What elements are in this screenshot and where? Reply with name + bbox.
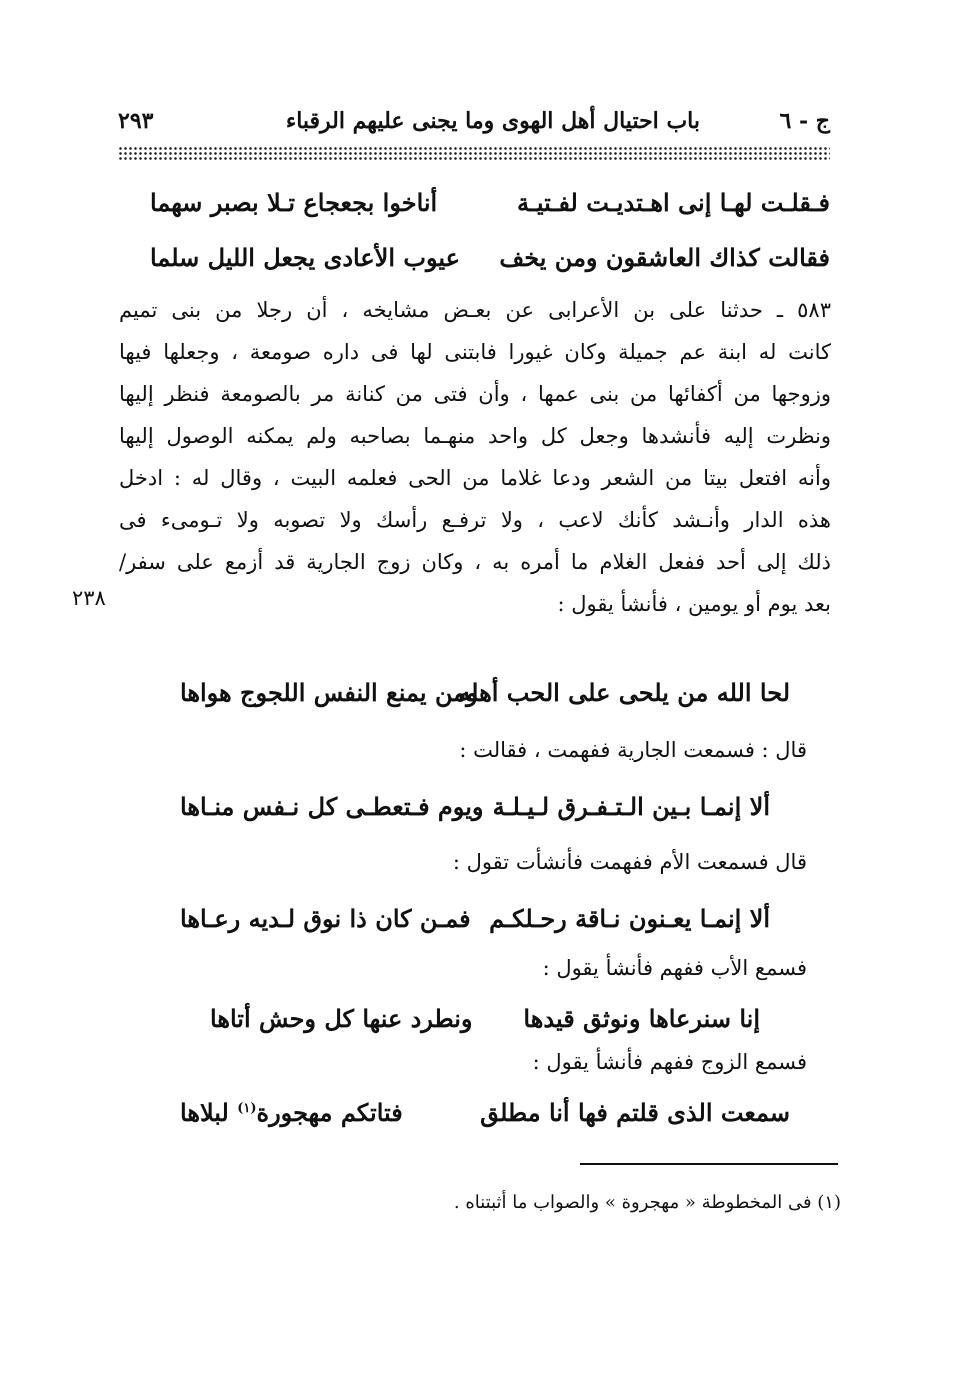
verse-hemistich-first: ألا إنمـا يعـنون نـاقة رحـلكـم	[489, 904, 770, 933]
verse-line	[120, 1004, 830, 1048]
paragraph-line: ونظرت إليه فأنشدها وجعل كل واحد منهـما بصاحبه ولم يمكنه الوصول إليها	[119, 424, 831, 448]
verse-line	[120, 1098, 830, 1142]
verse-line	[120, 904, 830, 948]
verse-hemistich-first: سمعت الذى قلتم فها أنا مطلق	[480, 1098, 790, 1127]
verse-hemistich-first: فـقلـت لهـا إنى اهـتديـت لفـتيـة	[516, 188, 830, 217]
verse-text: لبلاها	[180, 1098, 238, 1127]
prose-line: قال : فسمعت الجارية ففهمت ، فقالت :	[459, 738, 807, 762]
verse-hemistich-first: ألا إنمـا بـين الـتـفـرق لـيـلـة	[492, 792, 770, 821]
header-ornament-rule	[118, 146, 830, 160]
volume-label: ج - ٦	[779, 108, 830, 134]
verse-hemistich-second: ومن يمنع النفس اللجوج هواها	[180, 678, 478, 707]
verse-line	[120, 188, 830, 232]
paragraph-line: بعد يوم أو يومين ، فأنشأ يقول :	[557, 592, 831, 616]
footnote: (١) فى المخطوطة « مهجروة » والصواب ما أثبتناه .	[453, 1192, 841, 1213]
verse-hemistich-second	[180, 1098, 403, 1127]
verse-hemistich-second: عيوب الأعادى يجعل الليل سلما	[150, 243, 460, 272]
verse-hemistich-first: لحا الله من يلحى على الحب أهله	[458, 678, 790, 707]
prose-line: قال فسمعت الأم ففهمت فأنشأت تقول :	[452, 850, 807, 874]
verse-line	[120, 792, 830, 836]
footnote-separator	[580, 1163, 838, 1165]
paragraph-line: ذلك إلى أحد ففعل الغلام ما أمره به ، وكان زوج الجارية قد أزمع على سفر/	[119, 550, 831, 574]
manuscript-folio-number: ٢٣٨	[72, 586, 106, 610]
verse-hemistich-second: ويوم فـتعطـى كل نـفس منـاها	[180, 792, 484, 821]
running-header	[118, 108, 830, 144]
verse-hemistich-first: إنا سنرعاها ونوثق قيدها	[523, 1004, 760, 1033]
verse-line	[120, 678, 830, 722]
paragraph-line: ٥٨٣ ـ حدثنا على بن الأعرابى عن بعـض مشايخه ، أن رجلا من بنى تميم	[119, 298, 831, 322]
verse-hemistich-second: فمـن كان ذا نوق لـديه رعـاها	[180, 904, 471, 933]
verse-line	[120, 243, 830, 287]
verse-hemistich-second: ونطرد عنها كل وحش أتاها	[210, 1004, 473, 1033]
verse-text: فتاتكم مهجورة	[256, 1098, 403, 1127]
chapter-title: باب احتيال أهل الهوى وما يجنى عليهم الرقباء	[285, 108, 700, 134]
verse-hemistich-second: أناخوا بجعجاع تـلا بصبر سهما	[150, 188, 438, 217]
verse-hemistich-first: فقالت كذاك العاشقون ومن يخف	[499, 243, 830, 272]
prose-line: فسمع الأب ففهم فأنشأ يقول :	[542, 956, 807, 980]
paragraph-line: هذه الدار وأنـشد كأنك لاعب ، ولا ترفـع رأسك ولا تصوبه ولا تـومىء فى	[119, 508, 831, 532]
footnote-marker: (١)	[237, 1101, 257, 1116]
prose-line: فسمع الزوج ففهم فأنشأ يقول :	[532, 1050, 807, 1074]
page-number: ٢٩٣	[118, 108, 154, 134]
paragraph-line: وأنه افتعل بيتا من الشعر ودعا غلاما من الحى فعلمه البيت ، وقال له : ادخل	[119, 466, 831, 490]
paragraph-line: وزوجها من أكفائها من بنى عمها ، وأن فتى من كنانة مر بالصومعة فنظر إليها	[119, 382, 831, 406]
paragraph-line: كانت له ابنة عم جميلة وكان غيورا فابتنى لها فى داره صومعة ، وجعلها فيها	[119, 340, 831, 364]
